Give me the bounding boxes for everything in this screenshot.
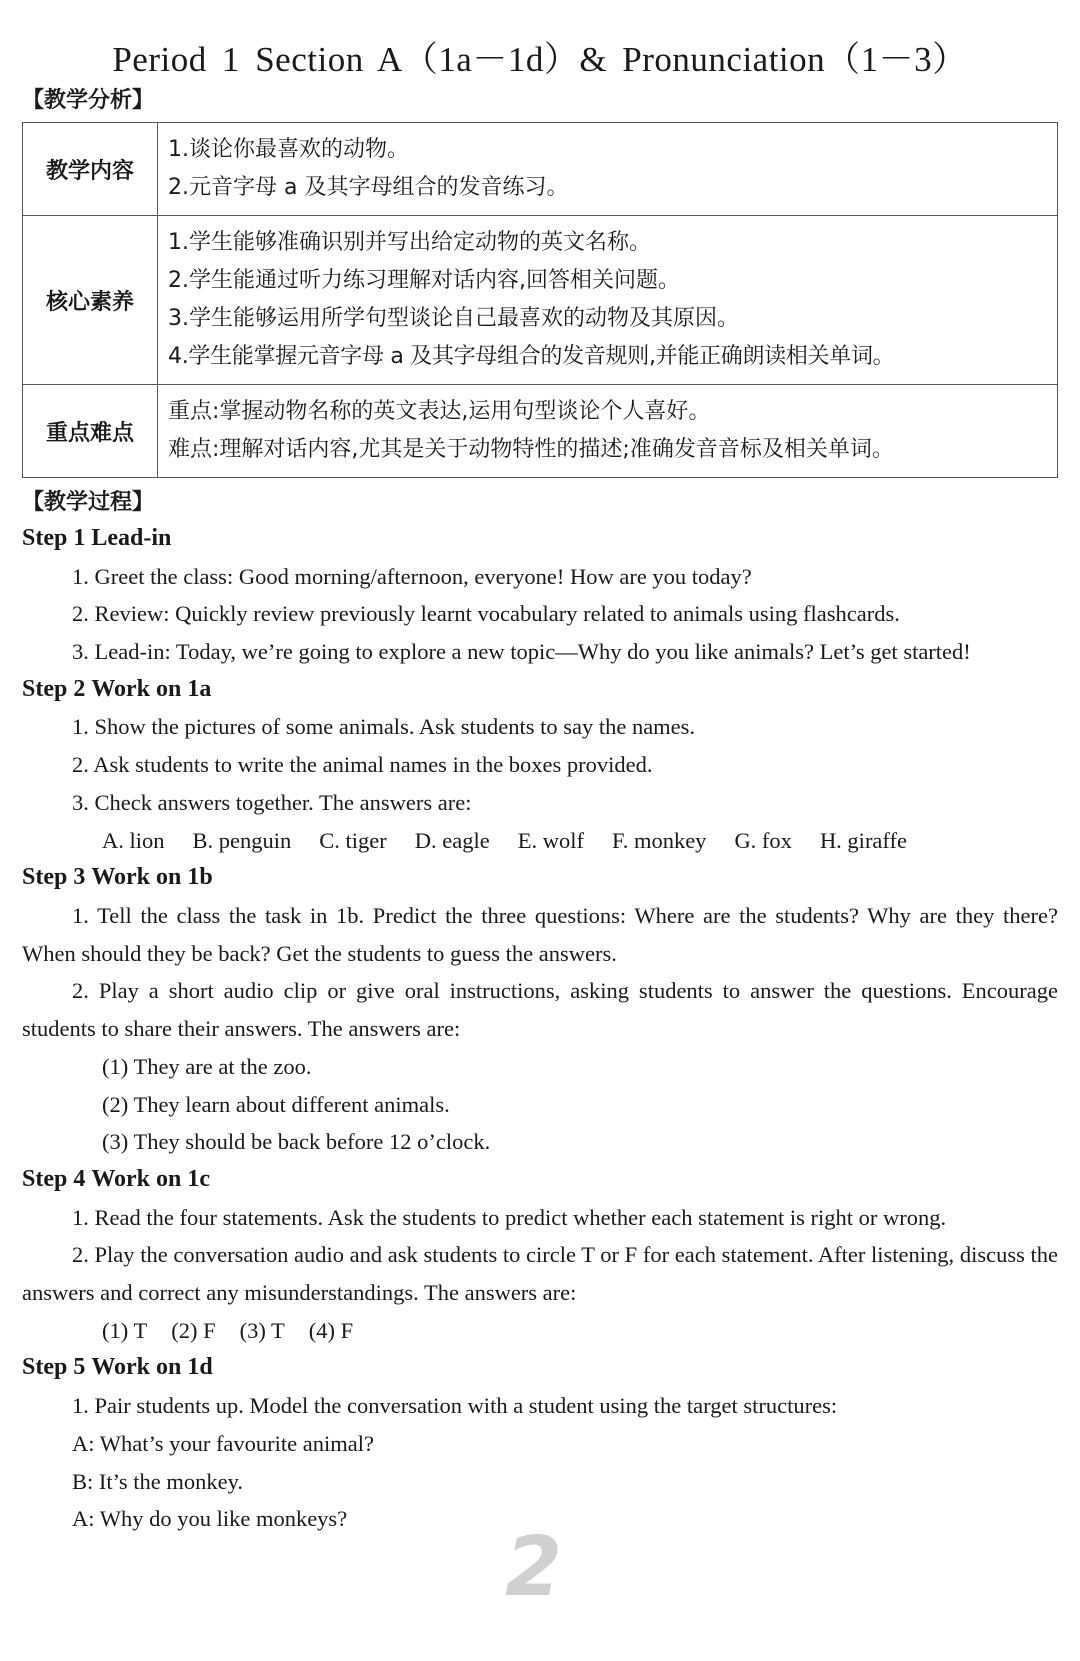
paragraph: 2. Play a short audio clip or give oral instructions, asking students to answer the questions. Encourage students to share their answers. The answers are: (22, 978, 1058, 1042)
paragraph: 2. Ask students to write the animal names in the boxes provided. (72, 752, 653, 778)
step-heading (22, 1161, 1058, 1199)
row-line: 1.学生能够准确识别并写出给定动物的英文名称。 (168, 230, 651, 255)
row-line: 2.元音字母 a 及其字母组合的发音练习。 (168, 175, 569, 200)
row-line: 3.学生能够运用所学句型谈论自己最喜欢的动物及其原因。 (168, 306, 739, 331)
paragraph: 1. Tell the class the task in 1b. Predict the three questions: Where are the students? Why are they there? When should they be back? Get the students to guess the answers. (22, 902, 1058, 966)
row-line: 难点:理解对话内容,尤其是关于动物特性的描述;准确发音音标及相关单词。 (168, 437, 894, 462)
answer-item: A. lion (102, 827, 165, 853)
step-name: Work on 1c (91, 1165, 211, 1192)
step-number: Step 5 (22, 1354, 86, 1381)
paragraph: 1. Greet the class: Good morning/afternoon, everyone! How are you today? (72, 563, 752, 589)
answer-list (22, 1312, 1058, 1350)
step-name: Work on 1d (91, 1354, 213, 1381)
paragraph: 1. Read the four statements. Ask the students to predict whether each statement is right or wrong. (72, 1204, 947, 1230)
step-heading (22, 520, 1058, 558)
paragraph: 2. Review: Quickly review previously learnt vocabulary related to animals using flashcards. (72, 601, 900, 627)
answer-item: (3) T (239, 1317, 285, 1343)
row-label: 教学内容 (23, 123, 158, 216)
step-name: Work on 1a (91, 675, 212, 702)
paragraph: 3. Lead-in: Today, we’re going to explore a new topic—Why do you like animals? Let’s get started! (72, 639, 971, 665)
answer-item: (2) F (171, 1317, 216, 1343)
answer-item: H. giraffe (819, 827, 907, 853)
row-content (158, 216, 1058, 385)
paragraph: 2. Play the conversation audio and ask students to circle T or F for each statement. After listening, discuss the answers and correct any misunderstandings. The answers are: (22, 1242, 1058, 1305)
step-number: Step 1 (22, 525, 86, 551)
answer-item: F. monkey (611, 827, 707, 853)
answer-item: B. penguin (192, 827, 292, 853)
table-row (23, 216, 1058, 385)
answer-item: (4) F (308, 1317, 354, 1343)
answer-item: (1) T (102, 1317, 148, 1343)
page-title: Period 1 Section A（1a－1d）& Pronunciation（1－3） (112, 40, 968, 79)
process-heading: 【教学过程】 (22, 490, 155, 515)
answer-line: (1) They are at the zoo. (102, 1053, 312, 1079)
paragraph: 1. Show the pictures of some animals. Ask students to say the names. (72, 714, 696, 740)
step-number: Step 2 (22, 675, 86, 702)
analysis-table (22, 122, 1058, 478)
step-heading (22, 671, 1058, 709)
table-row (23, 385, 1058, 478)
step-name: Work on 1b (91, 864, 213, 891)
paragraph: 3. Check answers together. The answers are: (72, 789, 472, 815)
page-number: 2 (505, 1520, 563, 1615)
answer-list (22, 822, 1058, 860)
analysis-heading: 【教学分析】 (22, 88, 155, 113)
row-line: 重点:掌握动物名称的英文表达,运用句型谈论个人喜好。 (168, 399, 711, 424)
paragraph: 1. Pair students up. Model the conversation with a student using the target structures: (72, 1393, 838, 1419)
row-label: 重点难点 (23, 385, 158, 478)
answer-line: (3) They should be back before 12 o’clock. (102, 1129, 491, 1155)
answer-line: (2) They learn about different animals. (102, 1091, 450, 1117)
step-name: Lead-in (91, 525, 172, 551)
answer-item: C. tiger (319, 827, 387, 853)
row-content (158, 123, 1058, 216)
table-row (23, 123, 1058, 216)
step-number: Step 3 (22, 864, 86, 891)
row-line: 2.学生能通过听力练习理解对话内容,回答相关问题。 (168, 268, 680, 293)
dialogue-line: B: It’s the monkey. (72, 1468, 244, 1494)
step-number: Step 4 (22, 1165, 86, 1192)
row-label: 核心素养 (23, 216, 158, 385)
dialogue-line: A: What’s your favourite animal? (72, 1430, 374, 1456)
answer-item: D. eagle (414, 827, 490, 853)
step-heading (22, 859, 1058, 897)
answer-item: E. wolf (517, 827, 584, 853)
row-line: 4.学生能掌握元音字母 a 及其字母组合的发音规则,并能正确朗读相关单词。 (168, 344, 895, 369)
answer-item: G. fox (734, 827, 792, 853)
row-content (158, 385, 1058, 478)
document-page (22, 0, 1058, 1538)
row-line: 1.谈论你最喜欢的动物。 (168, 137, 409, 162)
step-heading (22, 1349, 1058, 1387)
dialogue-line: A: Why do you like monkeys? (72, 1506, 348, 1532)
